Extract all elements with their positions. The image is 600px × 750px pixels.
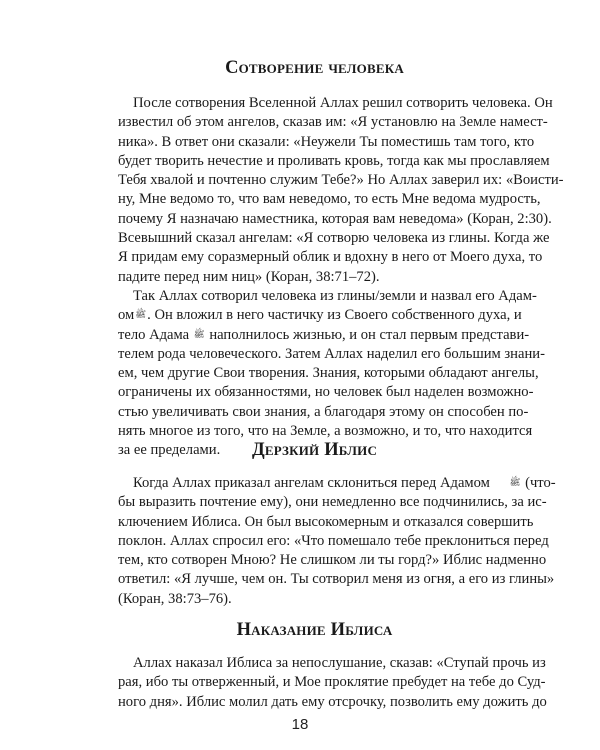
text-line: Я придам ему соразмерный облик и вдохну в него от Моего духа, то: [118, 249, 543, 266]
text-line: [118, 474, 556, 493]
text-fragment: тело Адама: [118, 326, 190, 343]
text-line: ного дня». Иблис молил дать ему отсрочку, позволить ему дожить до: [118, 693, 547, 710]
text-line: телем рода человеческого. Затем Аллах наделил его большим знани-: [118, 345, 545, 362]
text-line: за ее пределами.: [118, 442, 221, 459]
text-line: Тебя хвалой и почтенно служим Тебе?» Но Аллах заверил их: «Воисти-: [118, 172, 564, 189]
paragraph-punishment-1: [118, 654, 547, 712]
text-fragment: (что-: [525, 475, 556, 491]
text-line: тем, кто сотворен Мною? Не слишком ли ты горд?» Иблис надменно: [118, 552, 547, 569]
paragraph-creation-1: [118, 94, 564, 287]
section-title-punishment: Наказание Иблиса: [236, 620, 393, 640]
text-line: ну, Мне ведомо то, что вам неведомо, то есть Мне ведома мудрость,: [118, 191, 541, 208]
text-fragment: наполнилось жизнью, и он стал первым представи-: [209, 326, 530, 343]
text-fragment: . Он вложил в него частичку из Своего собственного духа, и: [147, 307, 522, 324]
text-line: ответил: «Я лучше, чем он. Ты сотворил меня из огня, а его из глины»: [118, 571, 555, 588]
text-line: ем, чем другие Свои творения. Знания, которыми обладают ангелы,: [118, 365, 539, 382]
section-title-iblis: Дерзкий Иблис: [251, 440, 378, 460]
text-line: известил об этом ангелов, сказав им: «Я установлю на Земле намест-: [118, 114, 548, 131]
text-line: ника». В ответ они сказали: «Неужели Ты поместишь там того, кто: [118, 133, 535, 150]
honorific-icon: ﷺ: [193, 329, 205, 340]
text-line: Аллах наказал Иблиса за непослушание, сказав: «Ступай прочь из: [133, 655, 546, 671]
honorific-icon: ﷺ: [135, 310, 147, 321]
text-line: падите перед ним ниц» (Коран, 38:71–72).: [118, 268, 380, 285]
page-number: 18: [291, 716, 309, 733]
paragraph-creation-2: [118, 287, 545, 461]
section-title-creation: Сотворение человека: [225, 58, 404, 78]
text-line: поклон. Аллах спросил его: «Что помешало тебе преклониться перед: [118, 532, 549, 549]
text-line: почему Я назначаю наместника, которая вам неведома» (Коран, 2:30).: [118, 210, 552, 227]
text-line: (Коран, 38:73–76).: [118, 590, 232, 607]
text-line: После сотворения Вселенной Аллах решил сотворить человека. Он: [133, 95, 553, 111]
paragraph-iblis-1: [118, 474, 556, 609]
text-line: ограничены их обязанностями, но человек был наделен возможно-: [118, 384, 534, 401]
text-line: [118, 326, 530, 345]
text-line: ключением Иблиса. Он был высокомерным и отказался совершить: [118, 513, 534, 530]
text-fragment: Когда Аллах приказал ангелам склониться перед Адамом: [133, 475, 490, 491]
text-line: бы выразить почтение ему), они немедленно все подчинились, за ис-: [118, 494, 547, 511]
text-line: Так Аллах сотворил человека из глины/земли и назвал его Адам-: [133, 288, 537, 304]
text-fragment: ом: [118, 307, 135, 324]
honorific-icon: ﷺ: [509, 478, 521, 488]
text-line: нять многое из того, что на Земле, а возможно, и то, что находится: [118, 423, 533, 440]
text-line: Всевышний сказал ангелам: «Я сотворю человека из глины. Когда же: [118, 230, 550, 247]
text-line: стью увеличивать свои знания, а благодаря этому он способен по-: [118, 403, 529, 420]
text-line: рая, ибо ты отверженный, и Мое проклятие пребудет на тебе до Суд-: [118, 674, 546, 691]
text-line: [118, 306, 522, 325]
text-line: будет творить нечестие и проливать кровь, тогда как мы прославляем: [118, 152, 550, 169]
